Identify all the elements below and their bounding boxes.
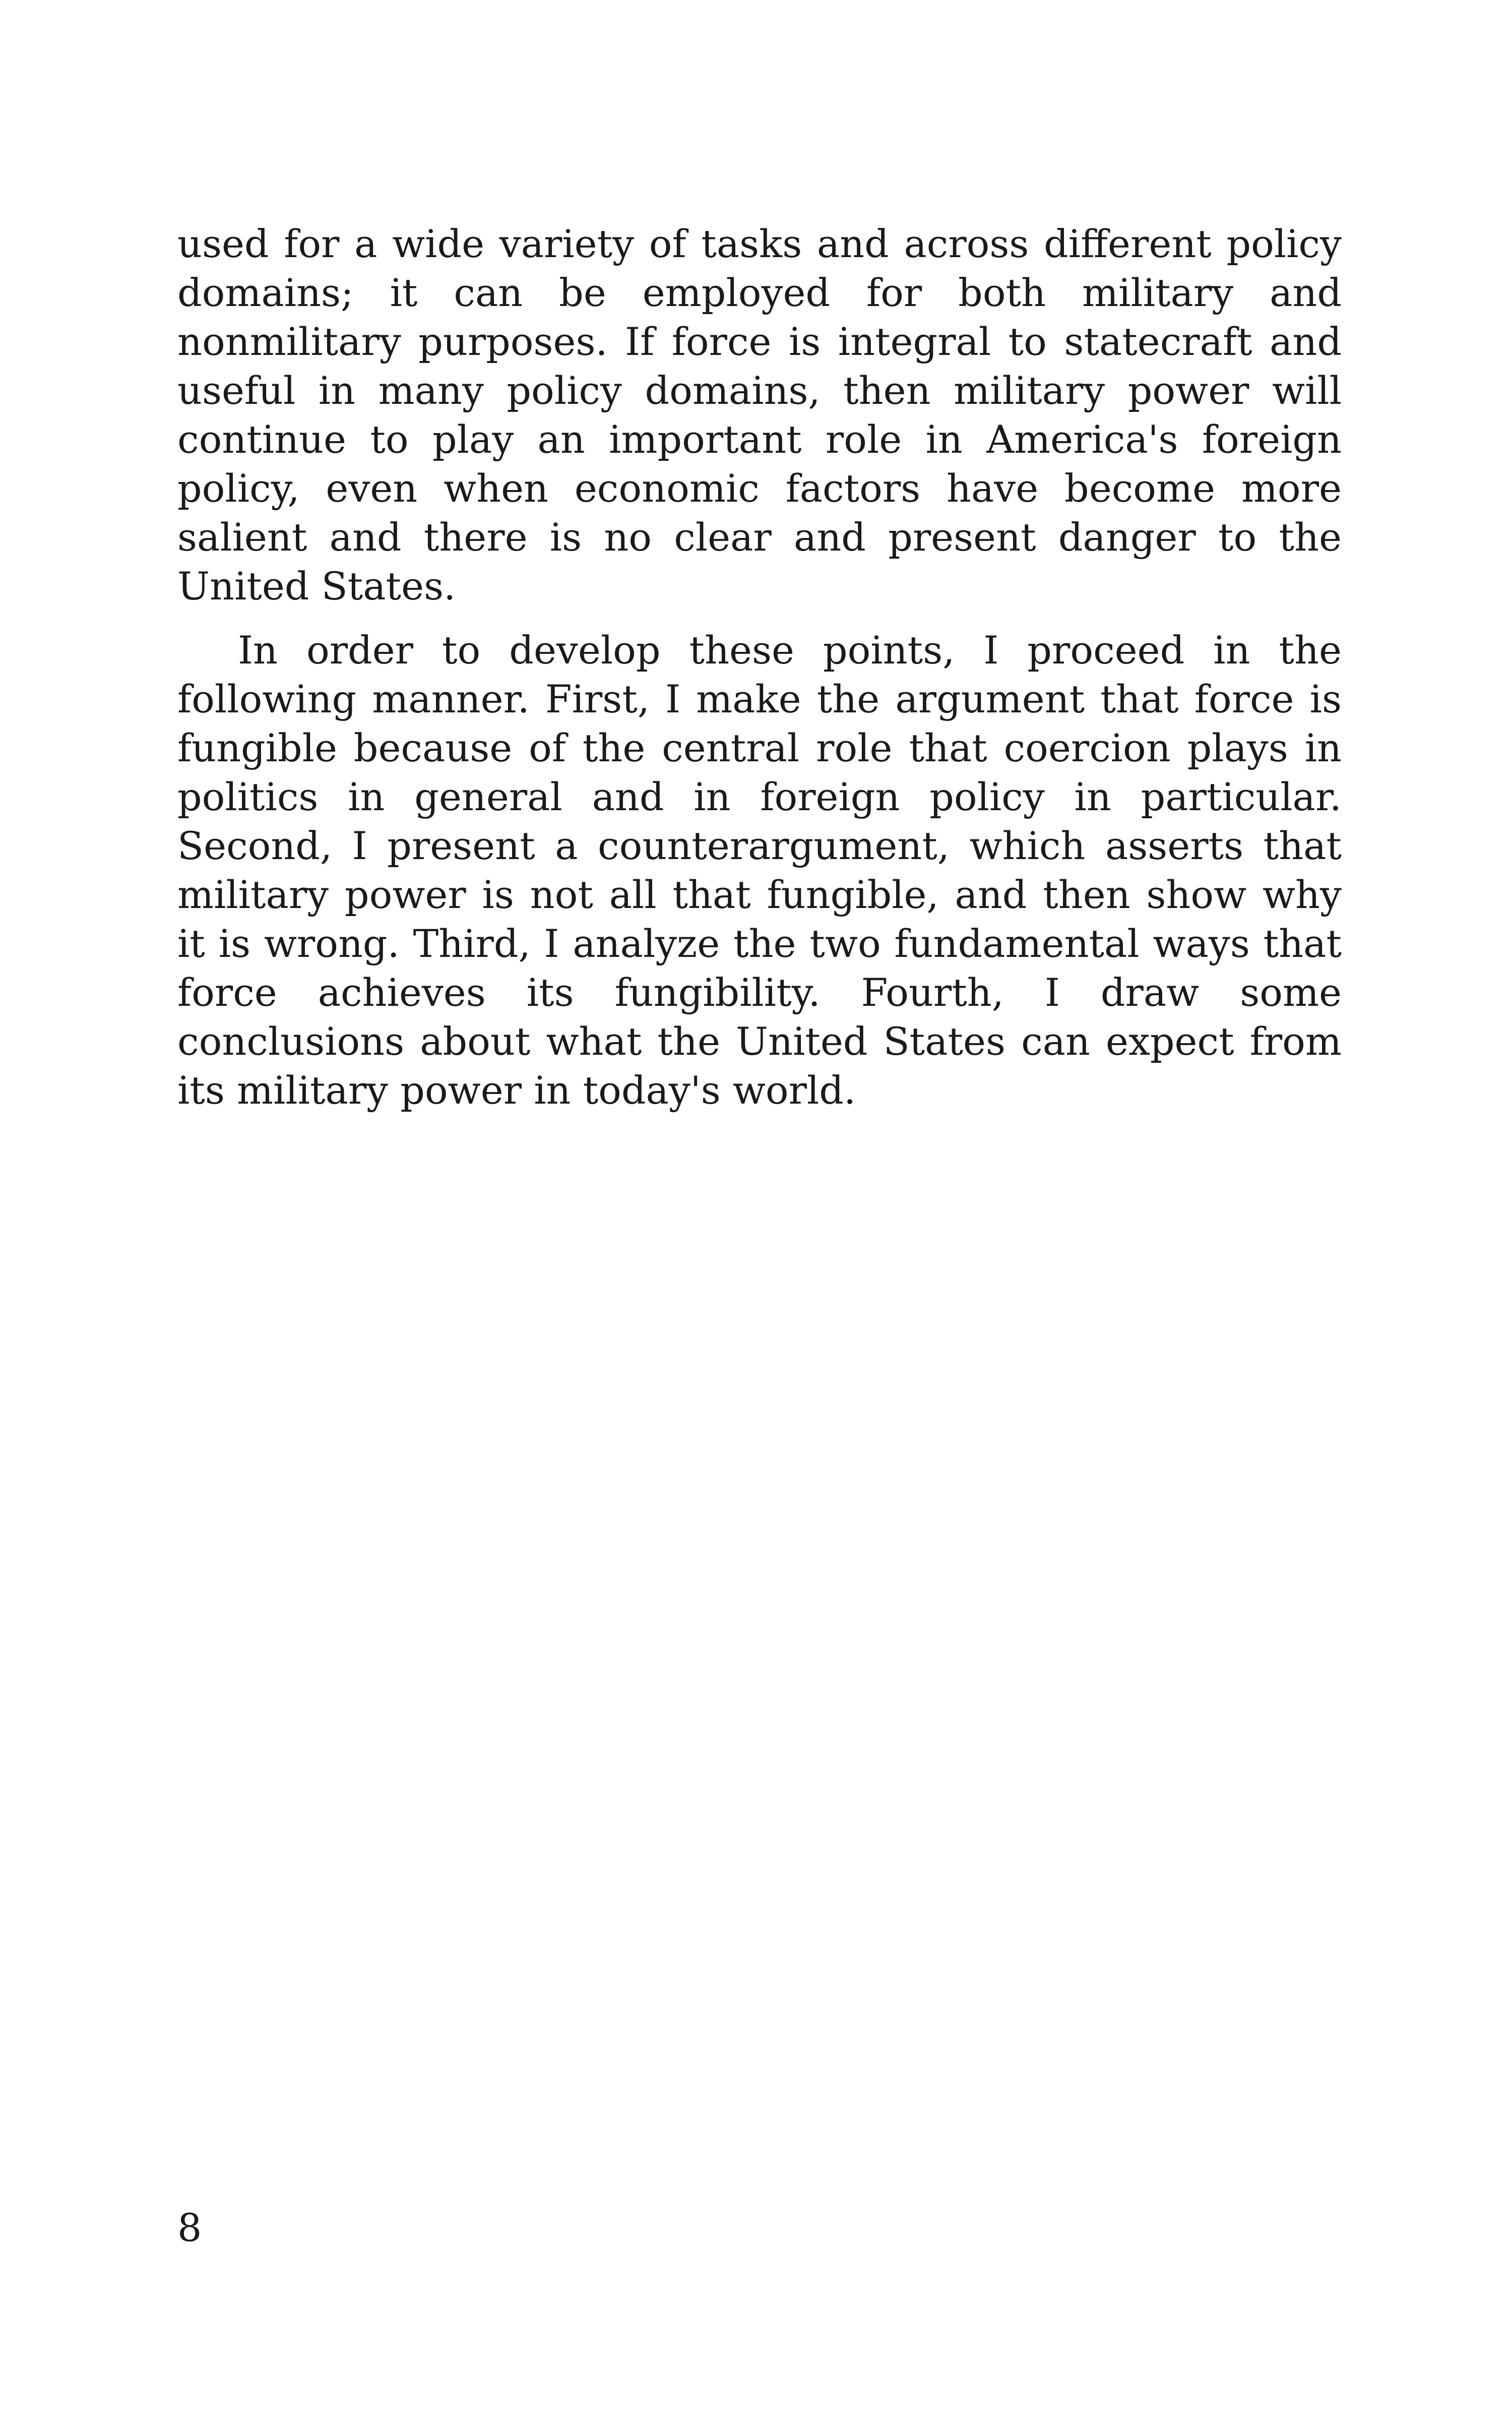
page-number: 8 (177, 2205, 202, 2250)
body-text (177, 219, 1342, 1115)
paragraph-continued: used for a wide variety of tasks and across different policy domains; it can be employed for both military and nonmilitary purposes. If force is integral to statecraft and useful in many policy domains, then military power will continue to play an important role in America's foreign policy, even when economic factors have become more salient and there is no clear and present danger to the United States. (177, 221, 1342, 609)
paragraph-outline: In order to develop these points, I proceed in the following manner. First, I make the argument that force is fungible because of the central role that coercion plays in politics in general and in foreign policy in particular. Second, I present a counterargument, which asserts that military power is not all that fungible, and then show why it is wrong. Third, I analyze the two fundamental ways that force achieves its fungibility. Fourth, I draw some conclusions about what the United States can expect from its military power in today's world. (177, 628, 1342, 1113)
